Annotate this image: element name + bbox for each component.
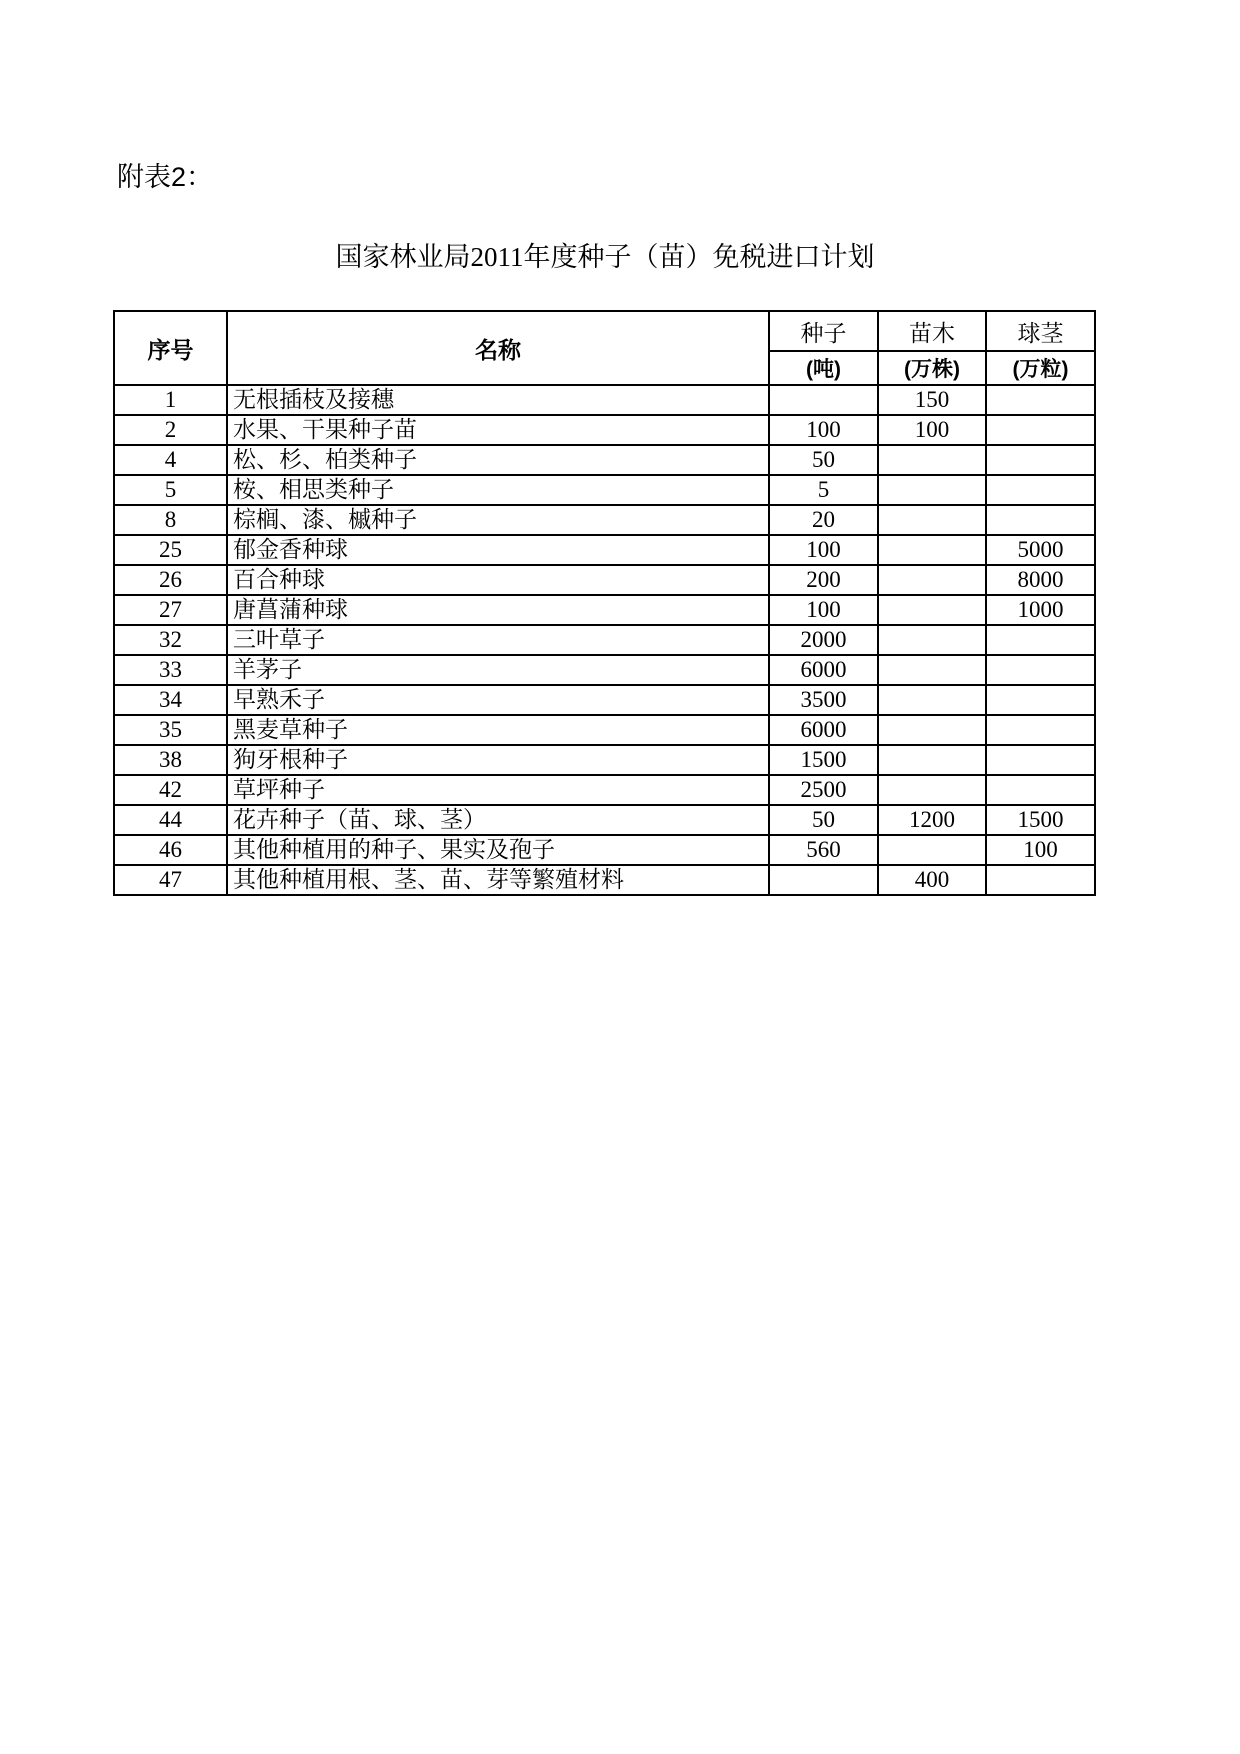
row-seedling bbox=[878, 715, 986, 745]
row-seedling: 100 bbox=[878, 415, 986, 445]
table-header bbox=[114, 311, 1095, 385]
row-bulb: 5000 bbox=[986, 535, 1095, 565]
header-seq: 序号 bbox=[114, 311, 227, 385]
table-row bbox=[114, 655, 1095, 685]
row-seq: 47 bbox=[114, 865, 227, 895]
row-seed: 100 bbox=[769, 535, 878, 565]
row-seed: 200 bbox=[769, 565, 878, 595]
header-name: 名称 bbox=[227, 311, 769, 385]
row-seq: 46 bbox=[114, 835, 227, 865]
row-seedling bbox=[878, 445, 986, 475]
table-row bbox=[114, 595, 1095, 625]
row-seq: 34 bbox=[114, 685, 227, 715]
row-seedling bbox=[878, 835, 986, 865]
row-seed: 20 bbox=[769, 505, 878, 535]
row-bulb: 1500 bbox=[986, 805, 1095, 835]
row-seedling bbox=[878, 625, 986, 655]
row-seq: 33 bbox=[114, 655, 227, 685]
row-bulb bbox=[986, 385, 1095, 415]
row-seedling: 150 bbox=[878, 385, 986, 415]
header-seedling-unit: (万株) bbox=[878, 351, 986, 385]
row-seed: 2000 bbox=[769, 625, 878, 655]
row-seed: 1500 bbox=[769, 745, 878, 775]
row-seedling bbox=[878, 685, 986, 715]
row-seedling bbox=[878, 535, 986, 565]
row-seedling: 1200 bbox=[878, 805, 986, 835]
row-seq: 8 bbox=[114, 505, 227, 535]
row-seq: 5 bbox=[114, 475, 227, 505]
row-seed: 560 bbox=[769, 835, 878, 865]
row-seed: 50 bbox=[769, 445, 878, 475]
row-bulb bbox=[986, 775, 1095, 805]
row-seedling bbox=[878, 595, 986, 625]
row-name: 黑麦草种子 bbox=[227, 715, 769, 745]
table-row bbox=[114, 805, 1095, 835]
table-row bbox=[114, 505, 1095, 535]
row-bulb bbox=[986, 625, 1095, 655]
header-bulb: 球茎 bbox=[986, 311, 1095, 351]
row-bulb: 8000 bbox=[986, 565, 1095, 595]
document-title: 国家林业局2011年度种子（苗）免税进口计划 bbox=[335, 242, 875, 272]
table-row bbox=[114, 415, 1095, 445]
row-seed: 100 bbox=[769, 415, 878, 445]
row-name: 草坪种子 bbox=[227, 775, 769, 805]
row-seed: 6000 bbox=[769, 715, 878, 745]
table-row bbox=[114, 445, 1095, 475]
row-seq: 2 bbox=[114, 415, 227, 445]
table-row bbox=[114, 625, 1095, 655]
row-name: 狗牙根种子 bbox=[227, 745, 769, 775]
row-bulb bbox=[986, 415, 1095, 445]
row-seedling bbox=[878, 775, 986, 805]
import-plan-table bbox=[113, 310, 1096, 896]
row-bulb bbox=[986, 715, 1095, 745]
table-row bbox=[114, 475, 1095, 505]
row-bulb bbox=[986, 475, 1095, 505]
header-seedling: 苗木 bbox=[878, 311, 986, 351]
row-name: 早熟禾子 bbox=[227, 685, 769, 715]
row-bulb bbox=[986, 865, 1095, 895]
row-seed: 2500 bbox=[769, 775, 878, 805]
header-bulb-unit: (万粒) bbox=[986, 351, 1095, 385]
row-seedling: 400 bbox=[878, 865, 986, 895]
row-seedling bbox=[878, 475, 986, 505]
row-name: 三叶草子 bbox=[227, 625, 769, 655]
row-seq: 32 bbox=[114, 625, 227, 655]
row-seed: 100 bbox=[769, 595, 878, 625]
table-row bbox=[114, 715, 1095, 745]
table-row bbox=[114, 835, 1095, 865]
table-row bbox=[114, 385, 1095, 415]
row-name: 花卉种子（苗、球、茎） bbox=[227, 805, 769, 835]
row-bulb bbox=[986, 445, 1095, 475]
row-seq: 38 bbox=[114, 745, 227, 775]
row-seed bbox=[769, 865, 878, 895]
row-bulb bbox=[986, 655, 1095, 685]
table-row bbox=[114, 565, 1095, 595]
row-seq: 4 bbox=[114, 445, 227, 475]
row-name: 郁金香种球 bbox=[227, 535, 769, 565]
row-bulb bbox=[986, 745, 1095, 775]
row-name: 桉、相思类种子 bbox=[227, 475, 769, 505]
header-seed: 种子 bbox=[769, 311, 878, 351]
row-seq: 27 bbox=[114, 595, 227, 625]
row-name: 百合种球 bbox=[227, 565, 769, 595]
row-bulb bbox=[986, 505, 1095, 535]
row-name: 其他种植用根、茎、苗、芽等繁殖材料 bbox=[227, 865, 769, 895]
row-name: 棕榈、漆、槭种子 bbox=[227, 505, 769, 535]
table-row bbox=[114, 745, 1095, 775]
row-bulb bbox=[986, 685, 1095, 715]
row-seedling bbox=[878, 565, 986, 595]
row-seed: 50 bbox=[769, 805, 878, 835]
row-seed bbox=[769, 385, 878, 415]
row-seq: 35 bbox=[114, 715, 227, 745]
row-name: 唐菖蒲种球 bbox=[227, 595, 769, 625]
row-seed: 6000 bbox=[769, 655, 878, 685]
row-name: 羊茅子 bbox=[227, 655, 769, 685]
row-seedling bbox=[878, 505, 986, 535]
table-row bbox=[114, 865, 1095, 895]
attachment-label: 附表2： bbox=[117, 162, 214, 192]
row-name: 其他种植用的种子、果实及孢子 bbox=[227, 835, 769, 865]
row-name: 松、杉、柏类种子 bbox=[227, 445, 769, 475]
row-seq: 44 bbox=[114, 805, 227, 835]
row-seed: 5 bbox=[769, 475, 878, 505]
row-bulb: 100 bbox=[986, 835, 1095, 865]
row-seedling bbox=[878, 655, 986, 685]
row-name: 水果、干果种子苗 bbox=[227, 415, 769, 445]
row-seq: 26 bbox=[114, 565, 227, 595]
table-body bbox=[114, 385, 1095, 895]
row-seq: 25 bbox=[114, 535, 227, 565]
row-name: 无根插枝及接穗 bbox=[227, 385, 769, 415]
row-seedling bbox=[878, 745, 986, 775]
table-row bbox=[114, 775, 1095, 805]
row-bulb: 1000 bbox=[986, 595, 1095, 625]
row-seq: 1 bbox=[114, 385, 227, 415]
row-seed: 3500 bbox=[769, 685, 878, 715]
header-seed-unit: (吨) bbox=[769, 351, 878, 385]
table-row bbox=[114, 535, 1095, 565]
row-seq: 42 bbox=[114, 775, 227, 805]
table-row bbox=[114, 685, 1095, 715]
header-row bbox=[114, 311, 1095, 351]
